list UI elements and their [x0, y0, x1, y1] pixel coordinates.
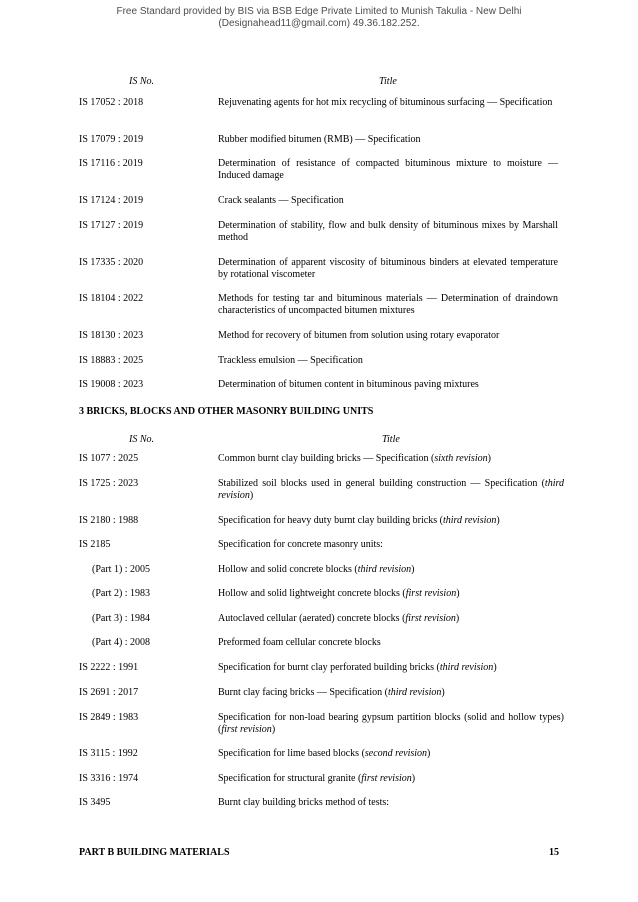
is-number: IS 17127 : 2019 — [79, 220, 144, 231]
column-header-is-no: IS No. — [129, 76, 154, 87]
is-part-number: (Part 1) : 2005 — [92, 564, 151, 575]
is-number: IS 3316 : 1974 — [79, 773, 139, 784]
revision-note: first revision — [405, 613, 456, 624]
is-number: IS 17335 : 2020 — [79, 257, 144, 268]
column-header-is-no: IS No. — [129, 434, 154, 445]
is-number: IS 18104 : 2022 — [79, 293, 144, 304]
watermark-line-2: (Designahead11@gmail.com) 49.36.182.252. — [218, 18, 420, 29]
revision-note: third revision — [387, 687, 442, 698]
page-number: 15 — [549, 847, 559, 858]
column-header-title: Title — [382, 434, 400, 445]
section-heading: 3 BRICKS, BLOCKS AND OTHER MASONRY BUILDING UNITS — [79, 406, 374, 417]
is-number: IS 1725 : 2023 — [79, 478, 139, 489]
is-number: IS 2849 : 1983 — [79, 712, 139, 723]
standard-title: Specification for concrete masonry units: — [218, 539, 383, 550]
revision-note: second revision — [364, 748, 428, 759]
standard-title: Trackless emulsion — Specification — [218, 355, 363, 366]
is-number: IS 3115 : 1992 — [79, 748, 138, 759]
watermark-line-1: Free Standard provided by BIS via BSB Edge Private Limited to Munish Takulia - New Delhi — [116, 6, 522, 17]
revision-note: first revision — [361, 773, 412, 784]
standard-title: Methods for testing tar and bituminous materials — Determination of draindown characteristics of uncompacted bitumen mixtures — [218, 293, 558, 316]
is-number: IS 17124 : 2019 — [79, 195, 144, 206]
revision-note: third revision — [357, 564, 412, 575]
column-header-title: Title — [379, 76, 397, 87]
is-number: IS 17079 : 2019 — [79, 134, 144, 145]
standard-title: Burnt clay facing bricks — Specification (third revision) — [218, 687, 445, 698]
is-number: IS 19008 : 2023 — [79, 379, 144, 390]
is-number: IS 3495 — [79, 797, 111, 808]
is-number: IS 2180 : 1988 — [79, 515, 139, 526]
standard-title: Specification for structural granite (first revision) — [218, 773, 416, 784]
standard-title: Common burnt clay building bricks — Specification (sixth revision) — [218, 453, 491, 464]
standard-title: Determination of stability, flow and bulk density of bituminous mixes by Marshall method — [218, 220, 558, 243]
is-number: IS 17052 : 2018 — [79, 97, 144, 108]
standard-title: Crack sealants — Specification — [218, 195, 344, 206]
is-number: IS 18130 : 2023 — [79, 330, 144, 341]
is-number: IS 2222 : 1991 — [79, 662, 139, 673]
standard-title: Rejuvenating agents for hot mix recycling of bituminous surfacing — Specification — [218, 97, 553, 108]
is-part-number: (Part 2) : 1983 — [92, 588, 151, 599]
revision-note: first revision — [405, 588, 457, 599]
standard-title: Method for recovery of bitumen from solution using rotary evaporator — [218, 330, 500, 341]
standard-title: Specification for heavy duty burnt clay building bricks (third revision) — [218, 515, 500, 526]
standard-title: Determination of bitumen content in bituminous paving mixtures — [218, 379, 479, 390]
is-part-number: (Part 4) : 2008 — [92, 637, 151, 648]
is-number: IS 2185 — [79, 539, 111, 550]
revision-note: third revision — [218, 478, 564, 501]
is-number: IS 1077 : 2025 — [79, 453, 139, 464]
revision-note: third revision — [442, 515, 497, 526]
revision-note: third revision — [439, 662, 494, 673]
standard-title: Burnt clay building bricks method of tests: — [218, 797, 390, 808]
standard-title: Rubber modified bitumen (RMB) — Specification — [218, 134, 421, 145]
standard-title: Autoclaved cellular (aerated) concrete blocks (first revision) — [218, 613, 460, 624]
footer-section-label: PART B BUILDING MATERIALS — [79, 847, 230, 858]
revision-note: first revision — [221, 724, 272, 735]
standard-title: Stabilized soil blocks used in general building construction — Specification (third revision) — [218, 478, 564, 501]
standard-title: Specification for non-load bearing gypsum partition blocks (solid and hollow types) (first revision) — [218, 712, 564, 735]
standard-title: Hollow and solid concrete blocks (third revision) — [218, 564, 415, 575]
revision-note: sixth revision — [434, 453, 488, 464]
standard-title: Determination of resistance of compacted bituminous mixture to moisture — Induced damage — [218, 158, 558, 181]
standard-title: Specification for burnt clay perforated building bricks (third revision) — [218, 662, 497, 673]
standard-title: Preformed foam cellular concrete blocks — [218, 637, 381, 648]
standard-title: Specification for lime based blocks (second revision) — [218, 748, 431, 759]
is-number: IS 18883 : 2025 — [79, 355, 144, 366]
is-number: IS 2691 : 2017 — [79, 687, 139, 698]
standard-title: Hollow and solid lightweight concrete blocks (first revision) — [218, 588, 460, 599]
standard-title: Determination of apparent viscosity of bituminous binders at elevated temperature by rotational viscometer — [218, 257, 558, 280]
is-number: IS 17116 : 2019 — [79, 158, 143, 169]
is-part-number: (Part 3) : 1984 — [92, 613, 151, 624]
